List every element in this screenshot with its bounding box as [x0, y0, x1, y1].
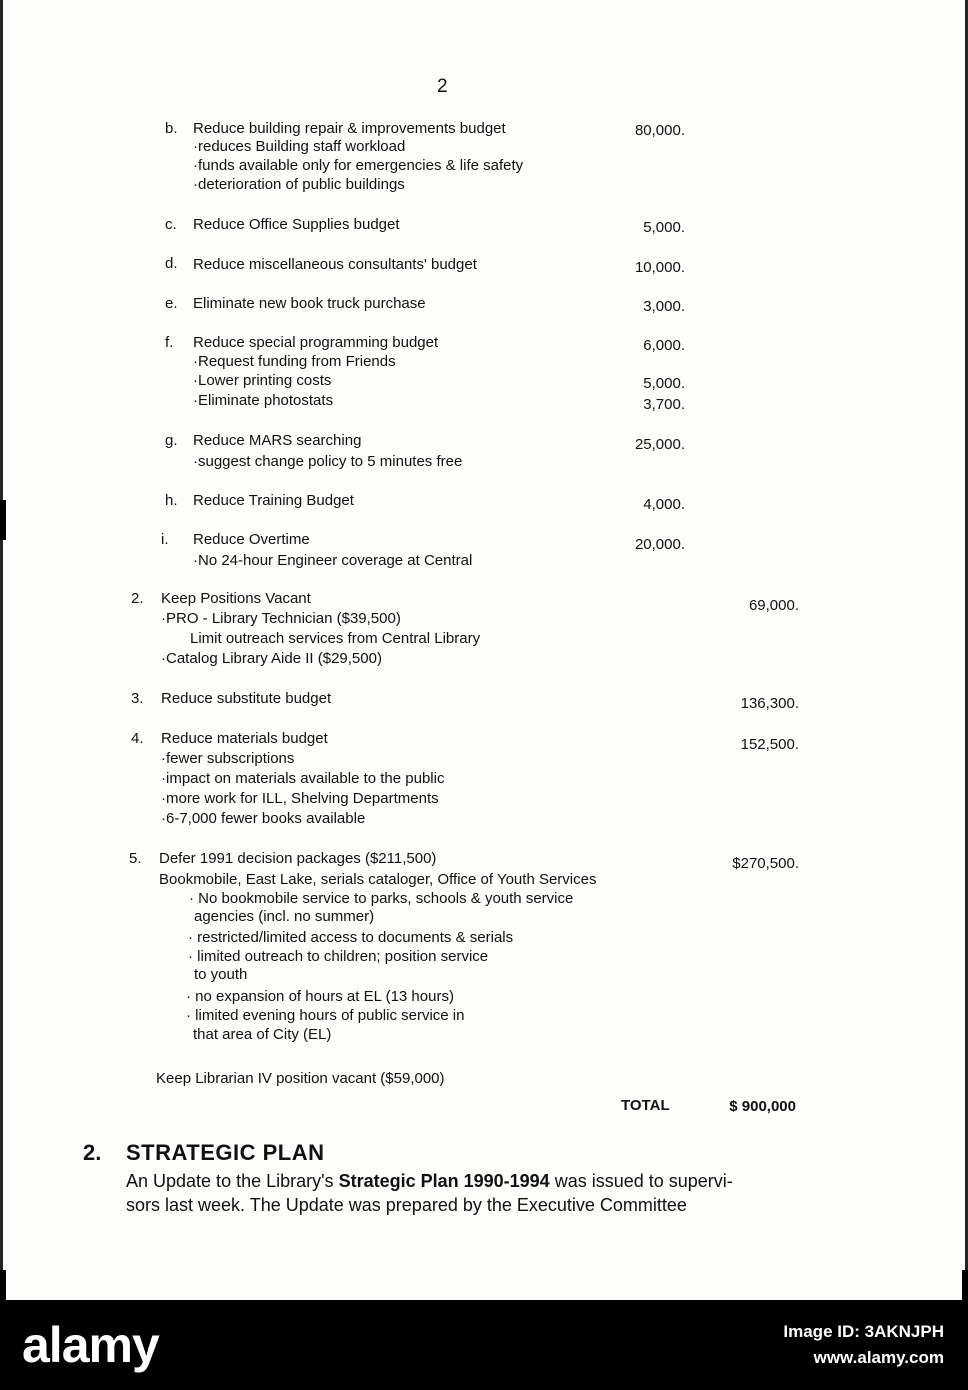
paragraph-bold-text: Strategic Plan 1990-1994: [338, 1171, 550, 1191]
item-title: Reduce Overtime: [193, 531, 310, 548]
item-bullet: ·reduces Building staff workload: [193, 138, 406, 155]
section-title: Reduce substitute budget: [161, 690, 332, 707]
item-label: c.: [165, 216, 177, 233]
section-number: 5.: [129, 850, 142, 867]
section-line: that area of City (EL): [193, 1026, 332, 1043]
scan-edge-mark: [962, 1270, 968, 1300]
section-number: 4.: [131, 730, 144, 747]
section-line: ·more work for ILL, Shelving Departments: [161, 790, 439, 807]
item-amount: 5,000.: [643, 219, 685, 236]
section-amount: $270,500.: [732, 855, 799, 872]
section-line: · restricted/limited access to documents & serials: [188, 929, 514, 946]
section-title: Defer 1991 decision packages ($211,500): [159, 850, 437, 867]
section-line: ·PRO - Library Technician ($39,500): [161, 610, 401, 627]
item-bullet: ·Eliminate photostats: [193, 392, 334, 409]
section-title: Keep Positions Vacant: [161, 590, 311, 607]
bullet-amount: 3,700.: [643, 396, 685, 413]
item-amount: 20,000.: [634, 536, 685, 553]
section-line: · limited evening hours of public service in: [186, 1007, 465, 1024]
alamy-logo: alamy: [22, 1317, 159, 1373]
section-subtitle: Bookmobile, East Lake, serials cataloger, Office of Youth Services: [159, 871, 597, 888]
bullet-amount: 5,000.: [643, 375, 685, 392]
section-number: 2.: [131, 590, 144, 607]
site-url: www.alamy.com: [813, 1348, 944, 1367]
section-line: agencies (incl. no summer): [194, 908, 375, 925]
item-title: Reduce miscellaneous consultants' budget: [193, 256, 477, 273]
section-amount: 69,000.: [748, 597, 799, 614]
item-title: Reduce Training Budget: [193, 492, 354, 509]
paragraph-text: was issued to supervi-: [549, 1171, 733, 1191]
item-title: Reduce MARS searching: [193, 432, 362, 449]
section-line: ·fewer subscriptions: [161, 750, 295, 767]
item-bullet: ·No 24-hour Engineer coverage at Central: [193, 552, 473, 569]
section-amount: 136,300.: [740, 695, 799, 712]
scan-edge-mark: [0, 500, 6, 540]
total-label: TOTAL: [621, 1097, 670, 1114]
total-amount: $ 900,000: [729, 1098, 796, 1115]
watermark-footer: [0, 1300, 968, 1390]
page-number: 2: [437, 76, 448, 97]
section-line: · no expansion of hours at EL (13 hours): [186, 988, 454, 1005]
item-bullet: ·deterioration of public buildings: [193, 176, 405, 193]
item-label: e.: [165, 295, 178, 312]
section-line: Limit outreach services from Central Library: [190, 630, 481, 647]
item-title: Reduce building repair & improvements budget: [193, 120, 506, 137]
item-bullet: ·funds available only for emergencies & life safety: [193, 157, 524, 174]
paragraph-text: An Update to the Library's: [126, 1171, 339, 1191]
item-amount: 3,000.: [643, 298, 685, 315]
item-bullet: ·Request funding from Friends: [193, 353, 396, 370]
item-title: Reduce Office Supplies budget: [193, 216, 400, 233]
image-id: Image ID: 3AKNJPH: [783, 1322, 944, 1341]
item-bullet: ·Lower printing costs: [193, 372, 332, 389]
item-label: i.: [161, 531, 169, 548]
scan-edge-mark: [0, 1270, 6, 1300]
item-label: h.: [165, 492, 178, 509]
item-title: Eliminate new book truck purchase: [193, 295, 426, 312]
item-amount: 80,000.: [634, 122, 685, 139]
section-line: · No bookmobile service to parks, schools & youth service: [189, 890, 574, 907]
section-title: Reduce materials budget: [161, 730, 328, 747]
heading-strategic-plan: STRATEGIC PLAN: [126, 1140, 325, 1165]
item-label: g.: [165, 432, 178, 449]
section-line: ·6-7,000 fewer books available: [161, 810, 366, 827]
section-line: ·impact on materials available to the public: [161, 770, 445, 787]
section-line: to youth: [194, 966, 248, 983]
paragraph-line-2: sors last week. The Update was prepared by the Executive Committee: [126, 1195, 687, 1215]
item-label: b.: [165, 120, 178, 137]
item-amount: 6,000.: [643, 337, 685, 354]
section-line: ·Catalog Library Aide II ($29,500): [161, 650, 382, 667]
item-title: Reduce special programming budget: [193, 334, 439, 351]
item-bullet: ·suggest change policy to 5 minutes free: [193, 453, 463, 470]
item-label: f.: [165, 334, 174, 351]
item-amount: 10,000.: [634, 259, 685, 276]
section-line: · limited outreach to children; position service: [188, 948, 489, 965]
item-label: d.: [165, 255, 178, 272]
heading-number: 2.: [83, 1140, 102, 1165]
paragraph-line-1: [126, 1170, 733, 1192]
item-amount: 4,000.: [643, 496, 685, 513]
item-amount: 25,000.: [634, 436, 685, 453]
keep-librarian-note: Keep Librarian IV position vacant ($59,000): [156, 1070, 445, 1087]
section-number: 3.: [131, 690, 144, 707]
section-amount: 152,500.: [740, 736, 799, 753]
